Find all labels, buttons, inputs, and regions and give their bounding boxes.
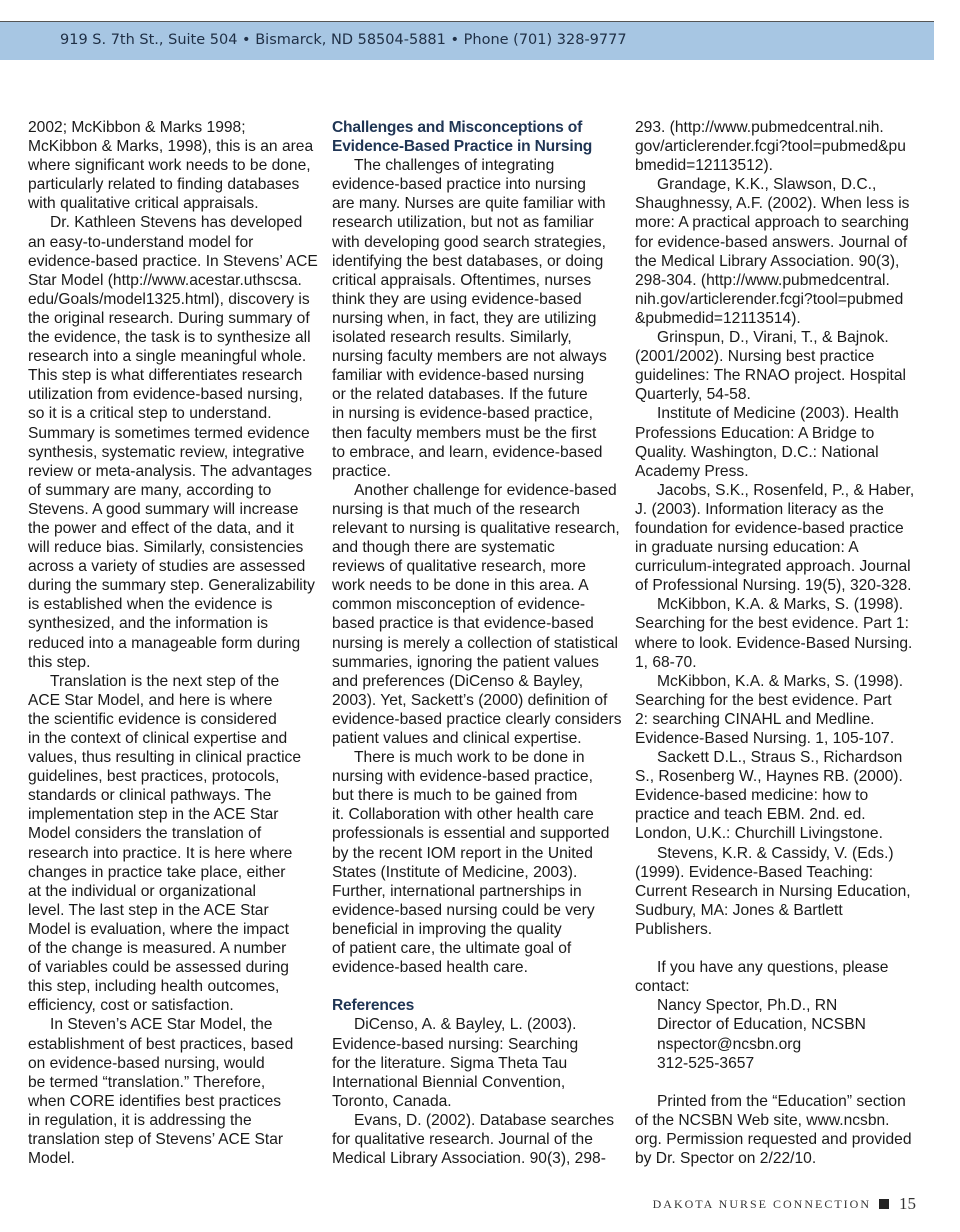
spacer [332,977,622,996]
text-line: The challenges of integrating [354,157,555,175]
reference-line: Publishers. [635,920,713,938]
text-line: so it is a critical step to understand. [28,405,272,423]
text-line: and preferences (DiCenso & Bayley, [332,672,584,690]
text-line: efficiency, cost or satisfaction. [28,997,234,1015]
spacer [635,939,927,958]
text-line: work needs to be done in this area. A [332,577,589,595]
text-line: values, thus resulting in clinical practice [28,749,302,767]
reference-line: (1999). Evidence-Based Teaching: [635,863,874,881]
reference-line: Evans, D. (2002). Database searches [354,1111,615,1129]
text-line: Further, international partnerships in [332,882,582,900]
reference-line: where to look. Evidence-Based Nursing. [635,634,913,652]
reference-line: International Biennial Convention, [332,1073,566,1091]
reference-line: 1, 68-70. [635,653,697,671]
reference-line: for qualitative research. Journal of the [332,1130,593,1148]
text-line: Stevens. A good summary will increase [28,500,299,518]
text-line: this step. [28,653,91,671]
reference-line: &pubmedid=12113514). [635,309,801,327]
contact-phone: 312-525-3657 [657,1054,755,1072]
text-line: particularly related to finding databases [28,176,300,194]
column-1 [28,118,318,1168]
text-line: the scientific evidence is considered [28,710,277,728]
text-line: during the summary step. Generalizability [28,577,315,595]
reference-line: guidelines: The RNAO project. Hospital [635,367,907,385]
reference-line: of Professional Nursing. 19(5), 320-328. [635,577,912,595]
text-line: Model considers the translation of [28,825,262,843]
page-footer [653,1194,916,1214]
text-line: of the change is measured. A number [28,940,287,958]
text-line: with qualitative critical appraisals. [28,195,259,213]
reference-line: McKibbon, K.A. & Marks, S. (1998). [657,596,904,614]
contact-email: nspector@ncsbn.org [657,1035,802,1053]
reference-line: Searching for the best evidence. Part [635,691,892,709]
reference-line: practice and teach EBM. 2nd. ed. [635,806,866,824]
reference-line: Sudbury, MA: Jones & Bartlett [635,901,843,919]
text-line: Another challenge for evidence-based [354,481,617,499]
text-line: where significant work needs to be done, [28,157,311,175]
text-line: ACE Star Model, and here is where [28,691,273,709]
reference-line: DiCenso, A. & Bayley, L. (2003). [354,1016,577,1034]
reference-line: curriculum-integrated approach. Journal [635,558,911,576]
text-line: an easy-to-understand model for [28,233,254,251]
reference-line: bmedid=12113512). [635,157,773,175]
reference-line: London, U.K.: Churchill Livingstone. [635,825,883,843]
text-line: but there is much to be gained from [332,787,578,805]
text-line: the evidence, the task is to synthesize all [28,329,311,347]
reference-line: (2001/2002). Nursing best practice [635,348,875,366]
text-line: the power and effect of the data, and it [28,519,294,537]
text-line: by the recent IOM report in the United [332,844,593,862]
text-line: 2003). Yet, Sackett’s (2000) definition of [332,691,608,709]
text-line: when CORE identifies best practices [28,1092,282,1110]
text-line: patient values and clinical expertise. [332,730,582,747]
text-line: summaries, ignoring the patient values [332,653,599,671]
text-line: Model is evaluation, where the impact [28,920,289,938]
text-line: States (Institute of Medicine, 2003). [332,863,578,881]
text-line: professionals is essential and supported [332,825,610,843]
text-line: will reduce bias. Similarly, consistencies [28,539,304,557]
contact-name: Nancy Spector, Ph.D., RN [657,997,838,1015]
text-line: synthesized, and the information is [28,615,269,633]
text-line: be termed “translation.” Therefore, [28,1073,266,1091]
reference-line: more: A practical approach to searching [635,214,909,232]
reference-line: Evidence-based medicine: how to [635,787,869,805]
reference-line: Evidence-based nursing: Searching [332,1035,579,1053]
text-line: common misconception of evidence- [332,596,586,614]
column-2 [332,118,622,1168]
text-line: translation step of Stevens’ ACE Star [28,1130,284,1148]
text-line: reviews of qualitative research, more [332,558,586,576]
reference-line: Sackett D.L., Straus S., Richardson [657,749,903,767]
reference-line: for evidence-based answers. Journal of [635,233,908,251]
text-line: think they are using evidence-based [332,290,582,308]
reference-line: foundation for evidence-based practice [635,519,904,537]
text-line: implementation step in the ACE Star [28,806,279,824]
reference-line: S., Rosenberg W., Haynes RB. (2000). [635,768,903,786]
text-line: to embrace, and learn, evidence-based [332,443,603,461]
text-line: and though there are systematic [332,539,555,557]
text-line: synthesis, systematic review, integrative [28,443,305,461]
text-line: reduced into a manageable form during [28,634,301,652]
reference-line: Quality. Washington, D.C.: National [635,443,879,461]
reference-line: 2: searching CINAHL and Medline. [635,710,875,728]
text-line: on evidence-based nursing, would [28,1054,265,1072]
contact-title: Director of Education, NCSBN [657,1016,866,1034]
text-line: is established when the evidence is [28,596,273,614]
text-line: standards or clinical pathways. The [28,787,272,805]
text-line: of variables could be assessed during [28,959,289,977]
text-line: research into practice. It is here where [28,844,293,862]
reference-line: for the literature. Sigma Theta Tau [332,1054,568,1072]
reference-line: J. (2003). Information literacy as the [635,500,884,518]
text-line: in regulation, it is addressing the [28,1111,252,1129]
text-line: isolated research results. Similarly, [332,329,572,347]
text-line: evidence-based practice. In Stevens’ ACE [28,252,318,270]
contact-line: If you have any questions, please [657,959,889,977]
reference-line: Professions Education: A Bridge to [635,424,875,442]
text-line: utilization from evidence-based nursing, [28,386,303,404]
section-heading: Evidence-Based Practice in Nursing [332,138,593,156]
text-line: at the individual or organizational [28,882,256,900]
text-line: evidence-based nursing could be very [332,901,595,919]
reference-line: Institute of Medicine (2003). Health [657,405,899,423]
text-line: research into a single meaningful whole. [28,348,307,366]
reference-line: the Medical Library Association. 90(3), [635,252,900,270]
reference-line: Jacobs, S.K., Rosenfeld, P., & Haber, [657,481,915,499]
reference-line: Medical Library Association. 90(3), 298- [332,1150,606,1168]
text-line: changes in practice take place, either [28,863,286,881]
reference-line: 298-304. (http://www.pubmedcentral. [635,271,890,289]
reference-line: Toronto, Canada. [332,1092,452,1110]
reference-line: Grinspun, D., Virani, T., & Bajnok. [657,329,889,347]
text-line: research utilization, but not as familiar [332,214,594,232]
text-line: Dr. Kathleen Stevens has developed [50,214,303,232]
text-line: nursing when, in fact, they are utilizing [332,309,597,327]
text-line: practice. [332,462,391,480]
text-line: Star Model (http://www.acestar.uthscsa. [28,271,302,289]
reference-line: McKibbon, K.A. & Marks, S. (1998). [657,672,904,690]
reference-line: nih.gov/articlerender.fcgi?tool=pubmed [635,290,904,308]
contact-line: contact: [635,978,690,996]
header-band [0,22,934,60]
text-line: relevant to nursing is qualitative research, [332,519,620,537]
text-line: evidence-based health care. [332,959,528,977]
text-line: Summary is sometimes termed evidence [28,424,310,442]
text-line: nursing is that much of the research [332,500,580,518]
text-line: Model. [28,1150,75,1168]
reference-line: in graduate nursing education: A [635,539,859,557]
spacer [635,1073,927,1092]
text-line: this step, including health outcomes, [28,978,280,996]
text-line: guidelines, best practices, protocols, [28,768,280,786]
reference-line: Evidence-Based Nursing. 1, 105-107. [635,730,895,747]
reference-line: Quarterly, 54-58. [635,386,751,404]
text-line: evidence-based practice into nursing [332,176,586,194]
text-line: across a variety of studies are assessed [28,558,306,576]
square-bullet-icon [879,1199,889,1209]
reference-line: 293. (http://www.pubmedcentral.nih. [635,119,884,136]
text-line: nursing is merely a collection of statistical [332,634,619,652]
reference-line: Shaughnessy, A.F. (2002). When less is [635,195,910,213]
text-line: of patient care, the ultimate goal of [332,940,572,958]
text-line: the original research. During summary of [28,309,310,327]
text-line: it. Collaboration with other health care [332,806,594,824]
text-line: familiar with evidence-based nursing [332,367,585,385]
reference-line: Academy Press. [635,462,749,480]
text-line: establishment of best practices, based [28,1035,294,1053]
printed-note-line: of the NCSBN Web site, www.ncsbn. [635,1111,890,1129]
printed-note-line: Printed from the “Education” section [657,1092,906,1110]
text-line: in nursing is evidence-based practice, [332,405,593,423]
text-line: evidence-based practice clearly considers [332,710,622,728]
reference-line: Current Research in Nursing Education, [635,882,911,900]
text-line: Translation is the next step of the [50,672,280,690]
text-line: In Steven’s ACE Star Model, the [50,1016,273,1034]
text-line: 2002; McKibbon & Marks 1998; [28,119,246,136]
page-number: 15 [899,1194,916,1213]
printed-note-line: by Dr. Spector on 2/22/10. [635,1150,817,1168]
text-line: critical appraisals. Oftentimes, nurses [332,271,592,289]
references-heading: References [332,997,415,1015]
text-line: level. The last step in the ACE Star [28,901,269,919]
publication-name: DAKOTA NURSE CONNECTION [652,1196,871,1211]
text-line: are many. Nurses are quite familiar with [332,195,606,213]
text-line: review or meta-analysis. The advantages [28,462,313,480]
header-address: 919 S. 7th St., Suite 504 • Bismarck, ND 58504-5881 • Phone (701) 328-9777 [60,32,627,48]
text-line: There is much work to be done in [354,749,585,767]
text-line: McKibbon & Marks, 1998), this is an area [28,138,314,156]
text-line: based practice is that evidence-based [332,615,594,633]
column-3 [635,118,927,1168]
reference-line: Stevens, K.R. & Cassidy, V. (Eds.) [657,844,894,862]
reference-line: Grandage, K.K., Slawson, D.C., [657,176,877,194]
text-line: beneficial in improving the quality [332,920,562,938]
text-line: with developing good search strategies, [332,233,606,251]
text-line: edu/Goals/model1325.html), discovery is [28,290,310,308]
text-line: This step is what differentiates research [28,367,303,385]
text-line: nursing faculty members are not always [332,348,607,366]
text-line: identifying the best databases, or doing [332,252,604,270]
text-line: of summary are many, according to [28,481,272,499]
section-heading: Challenges and Misconceptions of [332,119,583,136]
reference-line: Searching for the best evidence. Part 1: [635,615,909,633]
text-line: then faculty members must be the first [332,424,597,442]
printed-note-line: org. Permission requested and provided [635,1130,912,1148]
text-line: or the related databases. If the future [332,386,588,404]
text-line: in the context of clinical expertise and [28,730,288,747]
text-line: nursing with evidence-based practice, [332,768,593,786]
reference-line: gov/articlerender.fcgi?tool=pubmed&pu [635,138,906,156]
